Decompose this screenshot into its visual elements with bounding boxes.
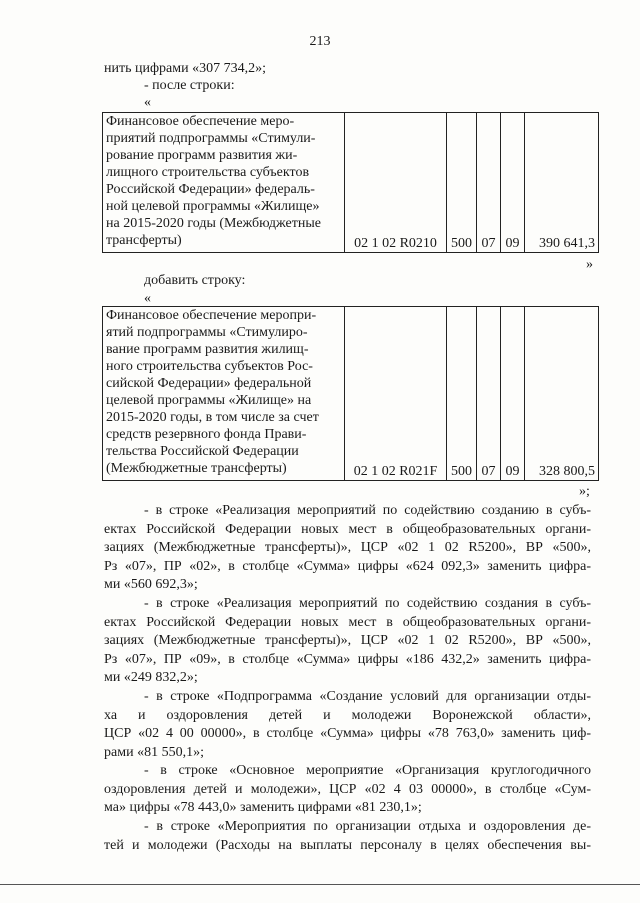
sum-cell: 328 800,5 <box>525 307 599 481</box>
desc-line: (Межбюджетные трансферты) <box>106 461 287 476</box>
paragraph-line: тей и молодежи (Расходы на выплаты персоналу в целях обеспечения вы- <box>104 837 591 853</box>
amendment-paragraph <box>104 818 591 855</box>
paragraph-line: - в строке «Реализация мероприятий по содействию создания в субъ- <box>144 596 591 611</box>
desc-line: Финансовое обеспечение меропри- <box>106 308 317 323</box>
desc-line: Российской Федерации» федераль- <box>106 182 315 197</box>
paragraph-line: - в строке «Основное мероприятие «Организация круглогодичного <box>144 763 591 778</box>
page-number: 213 <box>309 34 331 49</box>
desc-line: Финансовое обеспечение меро- <box>106 114 295 129</box>
desc-line: ного строительства субъектов Рос- <box>106 359 313 374</box>
paragraph-line: Рз «07», ПР «09», в столбце «Сумма» цифры «186 432,2» заменить цифра- <box>104 651 591 667</box>
rz-cell: 07 <box>477 113 501 253</box>
paragraph-line: ми «249 832,2»; <box>104 670 198 685</box>
sum-cell: 390 641,3 <box>525 113 599 253</box>
desc-line: целевой программы «Жилище» на <box>106 393 312 408</box>
desc-line: вание программ развития жилищ- <box>106 342 309 357</box>
desc-line: тельства Российской Федерации <box>106 444 299 459</box>
paragraph-line: зациях (Межбюджетные трансферты)», ЦСР «02 1 02 R5200», ВР «500», <box>104 540 591 555</box>
add-row-line: добавить строку: <box>144 273 246 288</box>
desc-line: ятий подпрограммы «Стимулиро- <box>106 325 308 340</box>
paragraph-line: зациях (Межбюджетные трансферты)», ЦСР «02 1 02 R5200», ВР «500», <box>104 633 591 648</box>
page-bottom-rule <box>0 884 640 885</box>
csr-cell: 02 1 02 R0210 <box>345 113 447 253</box>
rz-cell: 07 <box>477 307 501 481</box>
amendment-paragraph <box>104 595 591 688</box>
paragraph-line: рами «81 550,1»; <box>104 744 204 760</box>
paragraph-line: ектах Российской Федерации новых мест в общеобразовательных органи- <box>104 521 591 537</box>
open-quote-1: « <box>144 95 151 110</box>
csr-cell: 02 1 02 R021F <box>345 307 447 481</box>
paragraph-line: Рз «07», ПР «02», в столбце «Сумма» цифры «624 092,3» заменить цифра- <box>104 558 591 574</box>
vr-cell: 500 <box>447 307 477 481</box>
paragraph-line: - в строке «Мероприятия по организации отдыха и оздоровления де- <box>144 819 591 834</box>
paragraph-line: - в строке «Реализация мероприятий по содействию созданию в субъ- <box>144 503 591 518</box>
vr-cell: 500 <box>447 113 477 253</box>
inserted-row-table-1 <box>102 112 599 253</box>
pr-cell: 09 <box>501 113 525 253</box>
paragraph-line: ЦСР «02 4 00 00000», в столбце «Сумма» цифры «78 763,0» заменить циф- <box>104 726 591 741</box>
desc-line: приятий подпрограммы «Стимули- <box>106 131 316 146</box>
paragraph-line: оздоровления детей и молодежи», ЦСР «02 4 03 00000», в столбце «Сум- <box>104 781 591 797</box>
row-description <box>103 307 345 481</box>
amendment-paragraph <box>104 688 591 762</box>
close-quote-2: »; <box>579 484 590 499</box>
paragraph-line: ха и оздоровления детей и молодежи Воронежской области», <box>104 707 591 723</box>
row-description <box>103 113 345 253</box>
table-row <box>103 307 599 481</box>
paragraph-line: ектах Российской Федерации новых мест в общеобразовательных органи- <box>104 614 591 630</box>
table-row <box>103 113 599 253</box>
desc-line: средств резервного фонда Прави- <box>106 427 307 442</box>
desc-line: рование программ развития жи- <box>106 148 298 163</box>
desc-line: 2015-2020 годы, в том числе за счет <box>106 410 319 425</box>
amendment-paragraph <box>104 502 591 595</box>
pr-cell: 09 <box>501 307 525 481</box>
desc-line: на 2015-2020 годы (Межбюджетные <box>106 216 321 231</box>
intro-line-1: нить цифрами «307 734,2»; <box>104 61 266 76</box>
desc-line: трансферты) <box>106 233 182 248</box>
open-quote-2: « <box>144 291 151 306</box>
intro-line-2: - после строки: <box>144 78 235 93</box>
desc-line: ной целевой программы «Жилище» <box>106 199 320 214</box>
paragraph-line: ми «560 692,3»; <box>104 577 198 592</box>
desc-line: лищного строительства субъектов <box>106 165 310 180</box>
close-quote-1: » <box>586 257 593 272</box>
amendment-paragraph <box>104 762 591 818</box>
desc-line: сийской Федерации» федеральной <box>106 376 312 391</box>
paragraph-line: - в строке «Подпрограмма «Создание условий для организации отды- <box>144 689 591 704</box>
inserted-row-table-2 <box>102 306 599 481</box>
paragraph-line: ма» цифры «78 443,0» заменить цифрами «81 230,1»; <box>104 800 422 815</box>
